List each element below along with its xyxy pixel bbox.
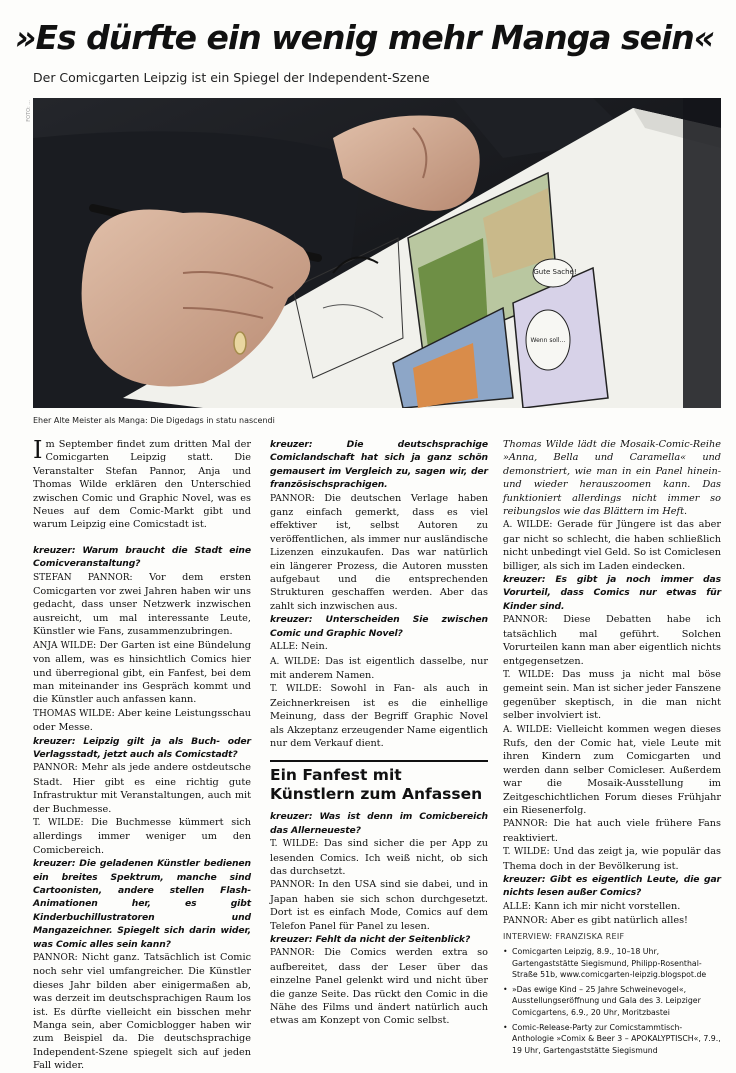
answer — [503, 723, 721, 818]
answer-text: Vor dem ersten Comicgarten vor zwei Jahren haben wir uns gedacht, dass unser Netzwerk inzwischen ausreicht, um mal interessante Leute, Künstler wie Fans, zusammenzubringen. — [33, 571, 251, 638]
speaker: A. WILDE: — [503, 724, 553, 735]
answer — [270, 640, 488, 654]
answer-text: Aber keine Leistungsschau oder Messe. — [33, 707, 251, 734]
speaker: THOMAS WILDE: — [33, 708, 115, 719]
answer — [270, 655, 488, 683]
answer-text: Und das zeigt ja, wie populär das Thema doch in der Bevölkerung ist. — [503, 846, 721, 872]
article-column-1 — [33, 438, 251, 1073]
answer-text: Diese Debatten habe ich tatsächlich mal geführt. Solchen Vorurteilen kann man aber eigentlich nichts entgegensetzen. — [503, 614, 721, 667]
speaker: T. WILDE: — [503, 669, 555, 680]
answer — [33, 816, 251, 857]
question: kreuzer: Fehlt da nicht der Seitenblick? — [270, 934, 471, 945]
photo-caption: Eher Alte Meister als Manga: Die Digedags in statu nascendi — [33, 416, 275, 425]
event-list — [503, 946, 721, 1056]
answer — [503, 845, 721, 873]
photo-credit: FOTO: ... — [26, 100, 32, 122]
speech-bubble-1: Gute Sache! — [533, 268, 577, 276]
speaker: PANNOR: — [503, 819, 548, 830]
answer — [33, 707, 251, 735]
speaker: PANNOR: — [270, 493, 315, 504]
question: kreuzer: Es gibt ja noch immer das Vorurteil, dass Comics nur etwas für Kinder sind. — [503, 574, 721, 612]
speaker: T. WILDE: — [270, 839, 319, 850]
interview-credit: INTERVIEW: FRANZISKA REIF — [503, 931, 625, 941]
answer-text: Das ist eigentlich dasselbe, nur mit anderem Namen. — [270, 655, 488, 681]
intro-paragraph — [33, 438, 251, 532]
speaker: A. WILDE: — [503, 520, 553, 531]
speaker: ANJA WILDE: — [33, 640, 97, 651]
answer — [503, 900, 721, 914]
speaker: PANNOR: — [503, 615, 548, 626]
speaker: PANNOR: — [33, 763, 78, 774]
answer — [33, 571, 251, 639]
answer-text: Die hat auch viele frühere Fans reaktiviert. — [503, 818, 721, 844]
event-item: • »Das ewige Kind – 25 Jahre Schweinevogel«, Ausstellungseröffnung und Gala des 3. Leipziger Comicgartens, 6.9., 20 Uhr, Moritzbastei — [503, 984, 721, 1019]
speaker: PANNOR: — [503, 916, 548, 927]
italic-note: Thomas Wilde lädt die Mosaik-Comic-Reihe »Anna, Bella und Caramella« und demonstriert, wie man in ein Panel hinein- und wieder herauszoomen kann. Das funktioniert allerdings nicht immer so reibungslos wie das Blättern im Heft. — [503, 439, 721, 518]
answer — [270, 837, 488, 878]
answer — [503, 518, 721, 573]
speaker: T. WILDE: — [503, 847, 550, 858]
headline: »Es dürfte ein wenig mehr Manga sein« — [15, 18, 715, 57]
speaker: T. WILDE: — [270, 684, 322, 695]
answer-text: Sowohl in Fan- als auch in Zeichnerkreisen ist es die einhellige Meinung, dass der Begriff Graphic Novel als Akzeptanz erzeugender Name eigentlich nur dem Verkauf dient. — [270, 683, 488, 749]
drop-cap: I — [33, 436, 43, 464]
answer — [270, 946, 488, 1027]
comic-drawing-illustration — [33, 98, 721, 408]
section-subhead: Ein Fanfest mit Künstlern zum Anfassen — [270, 760, 488, 804]
answer — [503, 668, 721, 723]
speaker: PANNOR: — [270, 948, 315, 959]
question: kreuzer: Unterscheiden Sie zwischen Comic und Graphic Novel? — [270, 614, 488, 639]
event-item: • Comic-Release-Party zur Comicstammtisch-Anthologie »Comix & Beer 3 – APOKALYPTISCH«, 7.9., 19 Uhr, Gartengaststätte Siegismund — [503, 1022, 721, 1057]
hero-photo — [33, 98, 721, 408]
article-column-2 — [270, 438, 488, 1028]
speaker: STEFAN PANNOR: — [33, 572, 133, 583]
event-item: • Comicgarten Leipzig, 8.9., 10–18 Uhr, Gartengaststätte Siegismund, Philipp-Rosenthal-Straße 51b, www.comicgarten-leipzig.blogspot.de — [503, 946, 721, 981]
answer — [33, 951, 251, 1073]
speech-bubble-2: Wenn soll… — [530, 337, 566, 344]
answer — [503, 914, 721, 928]
answer-text: Mehr als jede andere ostdeutsche Stadt. Hier gibt es eine richtig gute Infrastruktur mit Veranstaltungen, auch mit der Buchmesse. — [33, 762, 251, 815]
answer-text: Vielleicht kommen wegen dieses Rufs, den der Comic hat, viele Leute mit ihren Kindern zum Comicgarten und werden dann selber Comicleser. Außerdem war die Mosaik-Ausstellung im Zeitgeschichtlichen Forum dieses Frühjahr ein Riesenerfolg. — [503, 723, 721, 816]
question: kreuzer: Die deutschsprachige Comiclandschaft hat sich ja ganz schön gemausert im Vergleich zu, sagen wir, der französischsprachigen. — [270, 439, 488, 491]
answer-text: In den USA sind sie dabei, und in Japan haben sie sich schon durchgesetzt. Dort ist es einfach Mode, Comics auf dem Telefon Panel für Panel zu lesen. — [270, 879, 488, 932]
answer-text: Das muss ja nicht mal böse gemeint sein. Man ist sicher jeder Fanszene gegenüber skeptisch, in die man nicht selber involviert ist. — [503, 668, 721, 722]
question: kreuzer: Was ist denn im Comicbereich das Allerneueste? — [270, 811, 488, 836]
question: kreuzer: Leipzig gilt ja als Buch- oder Verlagsstadt, jetzt auch als Comicstadt? — [33, 735, 251, 760]
intro-text: m September findet zum dritten Mal der Comicgarten Leipzig statt. Die Veranstalter Stefan Pannor, Anja und Thomas Wilde erklären den Unterschied zwischen Comic und Graphic Novel, was es Neues auf dem Comic-Markt gibt und warum Leipzig eine Comicstadt ist. — [33, 439, 251, 531]
question: kreuzer: Gibt es eigentlich Leute, die gar nichts lesen außer Comics? — [503, 874, 721, 899]
answer — [503, 817, 721, 845]
answer — [33, 639, 251, 707]
speaker: ALLE: — [270, 642, 299, 653]
answer — [503, 613, 721, 668]
answer — [270, 492, 488, 614]
answer-text: Die Buchmesse kümmert sich allerdings immer weniger um den Comicbereich. — [33, 816, 251, 856]
answer-text: Nein. — [301, 641, 328, 653]
speaker: ALLE: — [503, 901, 532, 912]
question: kreuzer: Warum braucht die Stadt eine Comicveranstaltung? — [33, 544, 251, 570]
speaker: PANNOR: — [33, 953, 78, 964]
article-column-3 — [503, 438, 721, 1059]
answer — [270, 682, 488, 750]
speaker: T. WILDE: — [33, 817, 84, 828]
answer-text: Nicht ganz. Tatsächlich ist Comic noch sehr viel umfangreicher. Die Künstler dieses Jahr bilden aber einigermaßen ab, was derzeit im deutschsprachigen Raum los ist. Es dürfte vielleicht ein bisschen mehr Manga sein, aber Comicblogger haben wir zum Beispiel da. Die deutschsprachige Independent-Szene spiegelt sich auf jeden Fall wider. — [33, 952, 251, 1072]
answer — [270, 878, 488, 933]
question: kreuzer: Die geladenen Künstler bedienen ein breites Spektrum, manche sind Cartoonisten, andere stellen Flash-Animationen her, es gibt Kinderbuchillustratoren und Mangazeichner. Spiegelt sich darin wider, was Comic alles sein kann? — [33, 858, 251, 950]
answer-text: Kann ich mir nicht vorstellen. — [534, 900, 681, 912]
answer-text: Gerade für Jüngere ist das aber gar nicht so schlecht, die haben schließlich nicht unbedingt viel Geld. So ist Comiclesen billiger, als sich im Laden eindecken. — [503, 519, 721, 572]
answer-text: Die Comics werden extra so aufbereitet, dass der Leser über das einzelne Panel gelenkt wird und nicht über die ganze Seite. Das rückt den Comic in die Nähe des Films und ändert natürlich auch etwas am Konzept von Comic selbst. — [270, 947, 488, 1027]
answer-text: Das sind sicher die per App zu lesenden Comics. Ich weiß nicht, ob sich das durchsetzt. — [270, 838, 488, 877]
speaker: PANNOR: — [270, 880, 315, 891]
answer-text: Der Garten ist eine Bündelung von allem, was es hinsichtlich Comics hier und überregional gibt, ein Fanfest, bei dem man miteinander ins Gespräch kommt und die Künstler auch anfassen kann. — [33, 639, 251, 706]
answer-text: Die deutschen Verlage haben ganz einfach gemerkt, dass es viel effektiver ist, selbst Autoren zu veröffentlichen, als immer nur ausländische Lizenzen einzukaufen. Das war natürlich ein längerer Prozess, die Autoren mussten aufgebaut und die entsprechenden Strukturen geschaffen werden. Aber das zahlt sich inzwischen aus. — [270, 492, 488, 612]
answer-text: Aber es gibt natürlich alles! — [550, 915, 688, 927]
subheadline: Der Comicgarten Leipzig ist ein Spiegel der Independent-Szene — [33, 70, 430, 85]
speaker: A. WILDE: — [270, 656, 320, 667]
answer — [33, 761, 251, 816]
